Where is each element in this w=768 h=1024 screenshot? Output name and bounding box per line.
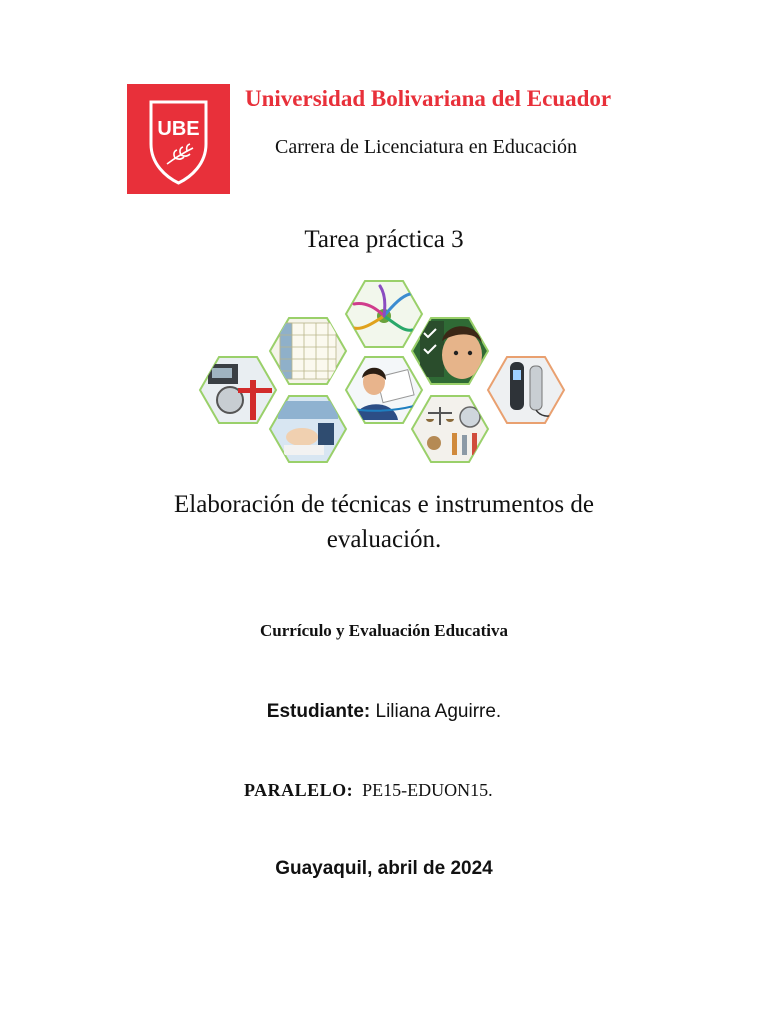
hexagon-collage: [196, 278, 572, 468]
student-checklist-icon: [412, 318, 488, 384]
task-title: Tarea práctica 3: [304, 226, 464, 253]
main-title-line-2: evaluación.: [326, 526, 442, 553]
main-title: [90, 487, 678, 557]
student-label: Estudiante:: [266, 701, 371, 722]
mind-map-icon: [346, 281, 422, 347]
main-title-line-1: Elaboración de técnicas e instrumentos de: [174, 491, 594, 518]
parallel-label: PARALELO:: [244, 780, 354, 800]
ube-logo: [127, 84, 230, 194]
laurel-icon: [167, 144, 193, 164]
lab-work-icon: [270, 396, 346, 462]
student-thinking-icon: [346, 357, 422, 423]
university-name: Universidad Bolivariana del Ecuador: [245, 86, 612, 111]
scales-icon: [412, 396, 488, 462]
rubric-icon: [270, 318, 346, 384]
student-name: Liliana Aguirre.: [375, 701, 502, 722]
parallel-value: PE15-EDUON15.: [362, 780, 493, 800]
parallel-line: [244, 780, 493, 801]
logo-text: UBE: [157, 118, 200, 140]
place-date: Guayaquil, abril de 2024: [275, 858, 493, 879]
subject-name: Currículo y Evaluación Educativa: [260, 621, 508, 640]
measuring-instruments-icon: [200, 357, 276, 423]
career-name: Carrera de Licenciatura en Educación: [275, 136, 578, 158]
thermometer-icon: [488, 357, 564, 423]
student-line: [0, 701, 768, 723]
